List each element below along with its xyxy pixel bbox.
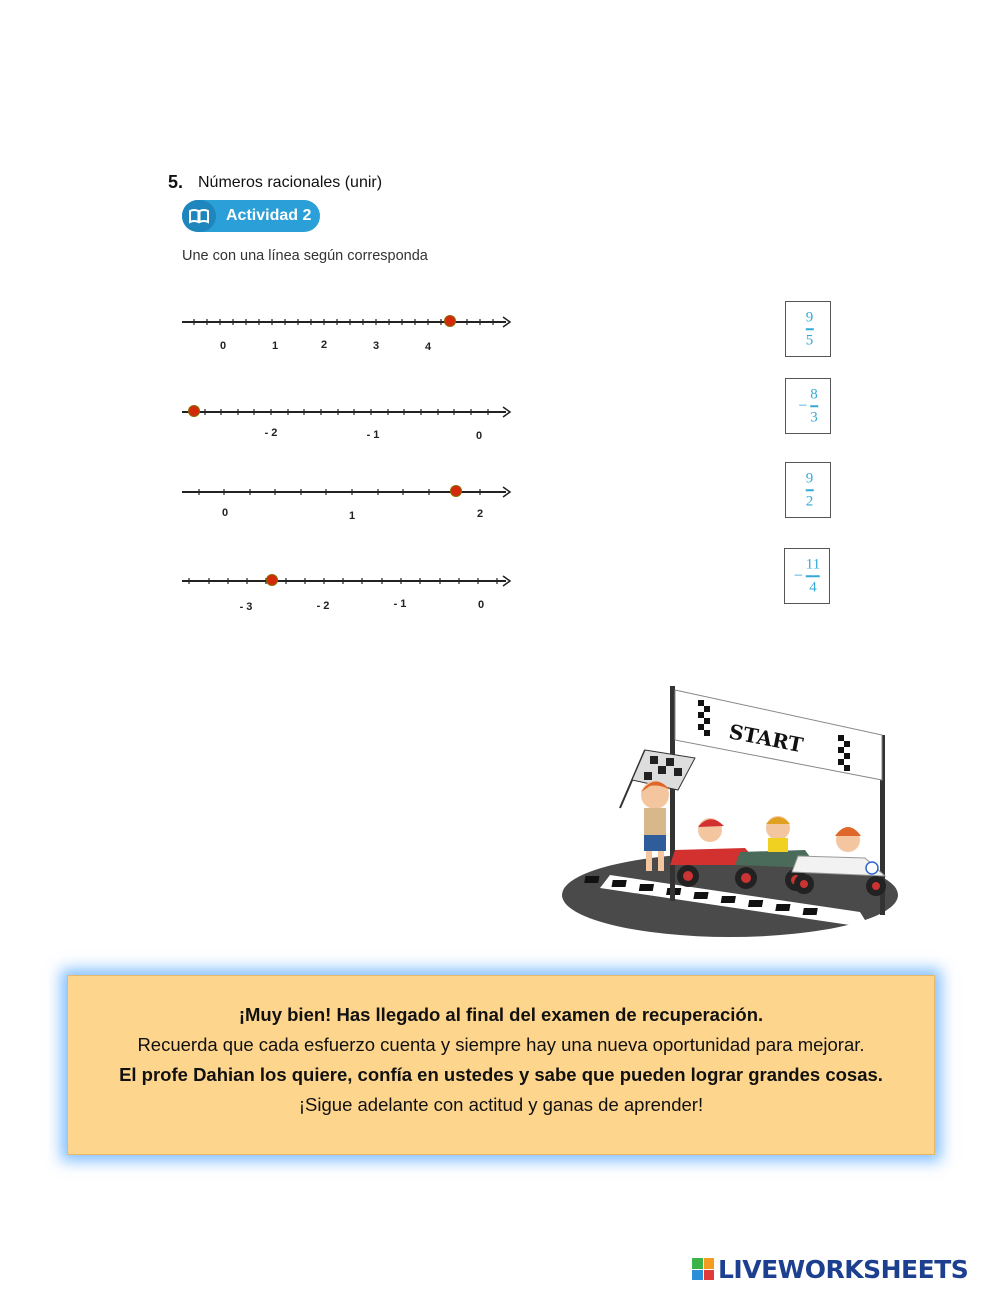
tick-label: - 2 (264, 427, 278, 439)
number-line-3-point (451, 486, 462, 497)
tick-label: 0 (221, 507, 229, 519)
number-line-1 (182, 316, 510, 328)
question-number: 5. (168, 172, 184, 192)
fraction-numerator: 11 (805, 556, 821, 573)
fraction (803, 309, 814, 349)
fraction-card[interactable] (785, 462, 831, 518)
fraction (803, 470, 814, 510)
number-line-1-point (445, 316, 456, 327)
tick-label: 0 (219, 340, 227, 352)
tick-label: 2 (320, 339, 328, 351)
liveworksheets-icon (692, 1258, 714, 1280)
fraction-denominator: 4 (809, 578, 817, 595)
fraction-card[interactable] (785, 301, 831, 357)
fraction-numerator: 9 (805, 470, 814, 487)
tick-label: 1 (271, 340, 279, 352)
number-line-3 (182, 486, 510, 498)
tick-label: - 2 (316, 600, 330, 612)
number-line-4 (182, 575, 510, 587)
fraction-sign: − (793, 567, 803, 584)
message-line-1: ¡Muy bien! Has llegado al final del examen de recuperación. (238, 1004, 764, 1025)
message-line-4: ¡Sigue adelante con actitud y ganas de aprender! (298, 1094, 704, 1115)
fraction-numerator: 8 (810, 386, 818, 403)
fraction-card[interactable] (785, 378, 831, 434)
fraction (798, 386, 818, 426)
activity-badge-label: Actividad 2 (226, 207, 312, 224)
tick-label: 0 (475, 430, 483, 442)
final-message-box (67, 975, 935, 1155)
fraction-bar (806, 328, 814, 330)
question-title: Números racionales (unir) (198, 174, 383, 191)
message-line-2: Recuerda que cada esfuerzo cuenta y siempre hay una nueva oportunidad para mejorar. (137, 1034, 865, 1055)
tick-label: - 3 (239, 601, 253, 613)
liveworksheets-brand: LIVEWORKSHEETS (718, 1254, 969, 1284)
fraction (794, 556, 820, 596)
tick-label: 0 (477, 599, 485, 611)
number-line-4-point (267, 575, 278, 586)
fraction-denominator: 3 (810, 408, 818, 425)
start-banner-text: START (727, 719, 806, 758)
banner-post-left (670, 686, 675, 901)
number-lines (0, 0, 1000, 640)
tick-label: 3 (372, 340, 380, 352)
fraction-bar (806, 575, 820, 577)
tick-label: 2 (476, 508, 484, 520)
tick-label: 1 (348, 510, 356, 522)
number-line-2 (182, 406, 510, 418)
activity-instruction: Une con una línea según corresponda (182, 248, 428, 264)
fraction-denominator: 5 (805, 331, 814, 348)
tick-label: - 1 (393, 598, 407, 610)
fraction-sign: − (798, 397, 808, 414)
tick-label: 4 (424, 341, 432, 353)
number-line-2-point (189, 406, 200, 417)
fraction-numerator: 9 (805, 309, 814, 326)
race-illustration (560, 680, 905, 940)
fraction-denominator: 2 (805, 492, 814, 509)
fraction-card[interactable] (784, 548, 830, 604)
message-line-3: El profe Dahian los quiere, confía en ustedes y sabe que pueden lograr grandes cosas. (119, 1064, 883, 1085)
fraction-bar (806, 489, 814, 491)
tick-label: - 1 (366, 429, 380, 441)
fraction-bar (810, 405, 818, 407)
liveworksheets-logo[interactable] (692, 1254, 968, 1284)
